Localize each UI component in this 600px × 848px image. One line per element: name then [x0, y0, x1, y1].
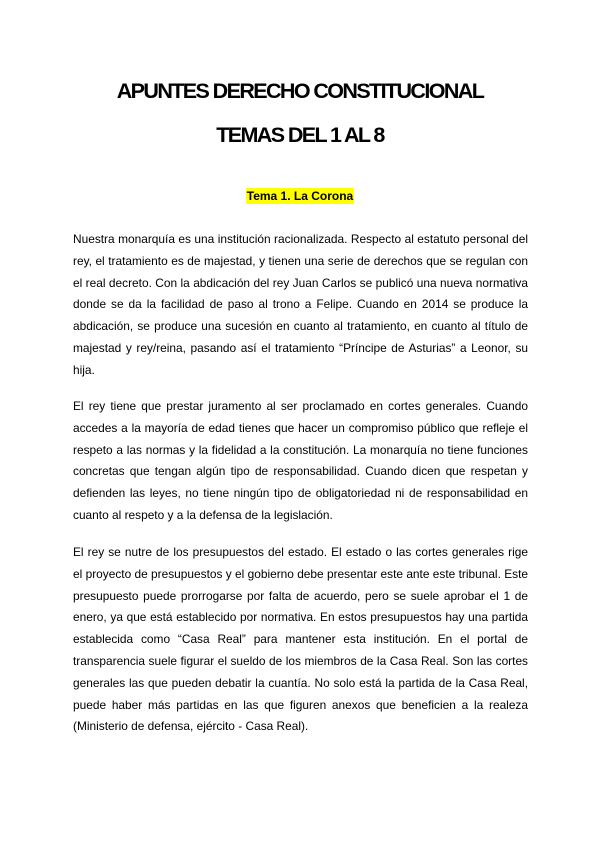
document-title-line-1: APUNTES DERECHO CONSTITUCIONAL: [116, 79, 484, 103]
document-title-line-2: TEMAS DEL 1 AL 8: [216, 123, 384, 147]
paragraph-1: Nuestra monarquía es una institución racionalizada. Respecto al estatuto personal del rey, el tratamiento es de majestad, y tienen una serie de derechos que se regulan con el real decreto. Con la abdicación del rey Juan Carlos se publicó una nueva normativa donde se da la facilidad de paso al trono a Felipe. Cuando en 2014 se produce la abdicación, se produce una sucesión en cuanto al tratamiento, en cuanto al título de majestad y rey/reina, pasando así el tratamiento “Príncipe de Asturias” a Leonor, su hija.: [73, 232, 528, 377]
section-heading: [0, 187, 600, 205]
section-heading-highlight: Tema 1. La Corona: [246, 189, 354, 203]
paragraph-2: El rey tiene que prestar juramento al ser proclamado en cortes generales. Cuando accedes a la mayoría de edad tienes que hacer un compromiso público que refleje el respeto a las normas y la fidelidad a la constitución. La monarquía no tiene funciones concretas que tengan algún tipo de responsabilidad. Cuando dicen que respetan y defienden las leyes, no tiene ningún tipo de obligatoriedad ni de responsabilidad en cuanto al respeto y a la defensa de la legislación.: [73, 399, 528, 522]
paragraph-3: El rey se nutre de los presupuestos del estado. El estado o las cortes generales rige el proyecto de presupuestos y el gobierno debe presentar este ante este tribunal. Este presupuesto puede prorrogarse por falta de acuerdo, pero se suele aprobar el 1 de enero, ya que está establecido por normativa. En estos presupuestos hay una partida establecida como “Casa Real” para mantener esta institución. En el portal de transparencia suele figurar el sueldo de los miembros de la Casa Real. Son las cortes generales las que pueden debatir la cuantía. No solo está la partida de la Casa Real, puede haber más partidas en las que figuren anexos que beneficien a la realeza (Ministerio de defensa, ejército - Casa Real).: [73, 545, 528, 734]
